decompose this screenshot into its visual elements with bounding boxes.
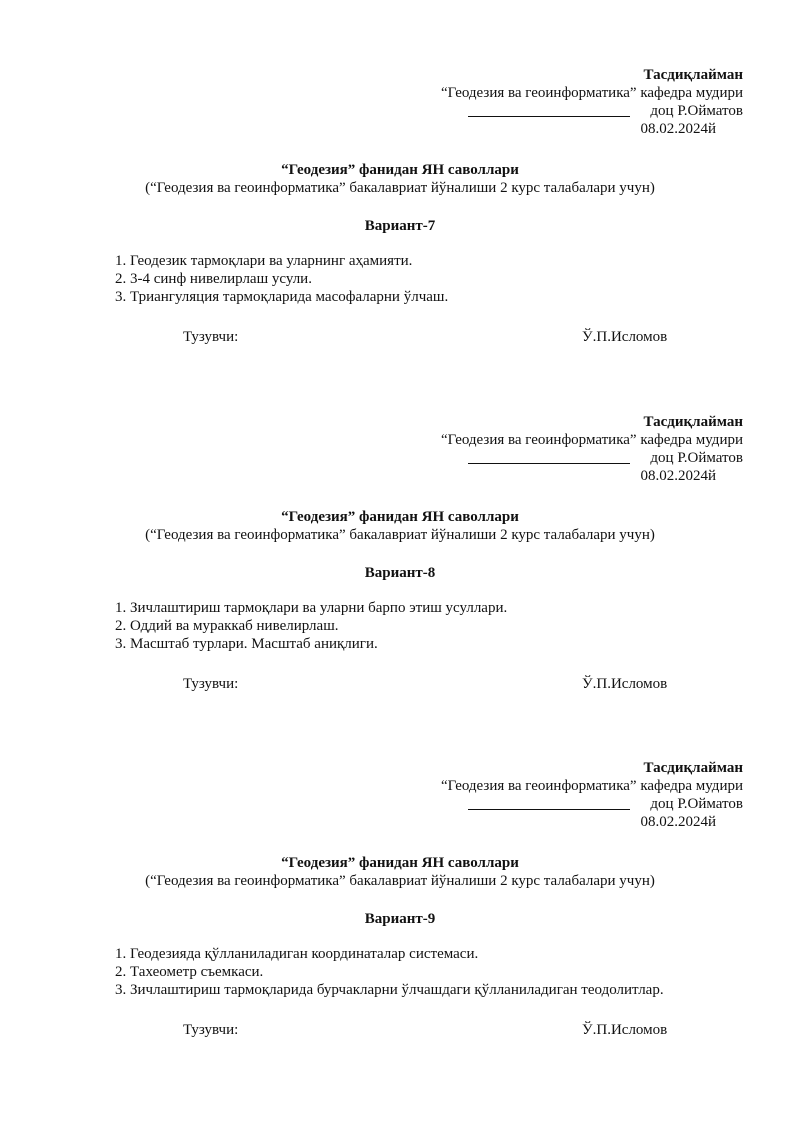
approval-section <box>441 759 743 831</box>
main-title: “Геодезия” фанидан ЯН саволлари <box>281 162 519 178</box>
approver-name: доц Р.Ойматов <box>650 103 743 119</box>
approval-title: Тасдиқлайман <box>643 760 743 776</box>
question-list <box>115 252 448 306</box>
compiler-label: Тузувчи: <box>183 329 239 345</box>
question-list <box>115 945 664 999</box>
signature-line <box>468 795 630 810</box>
signature-line <box>468 449 630 464</box>
exam-block-variant-9 <box>0 759 800 1099</box>
signature-row <box>441 102 743 120</box>
approver-name: доц Р.Ойматов <box>650 450 743 466</box>
signature-row <box>441 795 743 813</box>
compiler-name: Ў.П.Исломов <box>582 1022 668 1038</box>
approval-date: 08.02.2024й <box>640 814 716 830</box>
compiler-name: Ў.П.Исломов <box>582 329 668 345</box>
title-section <box>0 161 800 197</box>
question-item: 1. Геодезияда қўлланиладиган координаталар системаси. <box>115 946 479 962</box>
approver-name: доц Р.Ойматов <box>650 796 743 812</box>
variant-heading: Вариант-9 <box>364 911 436 927</box>
question-item: 3. Триангуляция тармоқларида масофаларни ўлчаш. <box>115 289 449 305</box>
main-title: “Геодезия” фанидан ЯН саволлари <box>281 509 519 525</box>
question-item: 1. Геодезик тармоқлари ва уларнинг аҳамияти. <box>115 253 413 269</box>
question-item: 3. Зичлаштириш тармоқларида бурчакларни ўлчашдаги қўлланиладиган теодолитлар. <box>115 982 664 998</box>
signature-row <box>441 449 743 467</box>
signature-line <box>468 102 630 117</box>
subtitle: (“Геодезия ва геоинформатика” бакалавриат йўналиши 2 курс талабалари учун) <box>145 527 655 543</box>
variant-heading: Вариант-7 <box>364 218 436 234</box>
compiler-name: Ў.П.Исломов <box>582 676 668 692</box>
subtitle: (“Геодезия ва геоинформатика” бакалавриат йўналиши 2 курс талабалари учун) <box>145 180 655 196</box>
approval-title: Тасдиқлайман <box>643 414 743 430</box>
main-title: “Геодезия” фанидан ЯН саволлари <box>281 855 519 871</box>
approval-department: “Геодезия ва геоинформатика” кафедра мудири <box>441 432 743 448</box>
subtitle: (“Геодезия ва геоинформатика” бакалавриат йўналиши 2 курс талабалари учун) <box>145 873 655 889</box>
question-item: 2. 3-4 синф нивелирлаш усули. <box>115 271 312 287</box>
approval-section <box>441 66 743 138</box>
variant-heading: Вариант-8 <box>364 565 436 581</box>
question-item: 1. Зичлаштириш тармоқлари ва уларни барпо этиш усуллари. <box>115 600 508 616</box>
approval-date: 08.02.2024й <box>640 468 716 484</box>
question-item: 2. Тахеометр съемкаси. <box>115 964 264 980</box>
compiler-label: Тузувчи: <box>183 676 239 692</box>
compiler-label: Тузувчи: <box>183 1022 239 1038</box>
approval-title: Тасдиқлайман <box>643 67 743 83</box>
approval-department: “Геодезия ва геоинформатика” кафедра мудири <box>441 778 743 794</box>
approval-section <box>441 413 743 485</box>
question-list <box>115 599 507 653</box>
exam-block-variant-7 <box>0 66 800 406</box>
title-section <box>0 508 800 544</box>
question-item: 3. Масштаб турлари. Масштаб аниқлиги. <box>115 636 378 652</box>
approval-date: 08.02.2024й <box>640 121 716 137</box>
question-item: 2. Оддий ва мураккаб нивелирлаш. <box>115 618 339 634</box>
exam-block-variant-8 <box>0 413 800 753</box>
approval-department: “Геодезия ва геоинформатика” кафедра мудири <box>441 85 743 101</box>
title-section <box>0 854 800 890</box>
